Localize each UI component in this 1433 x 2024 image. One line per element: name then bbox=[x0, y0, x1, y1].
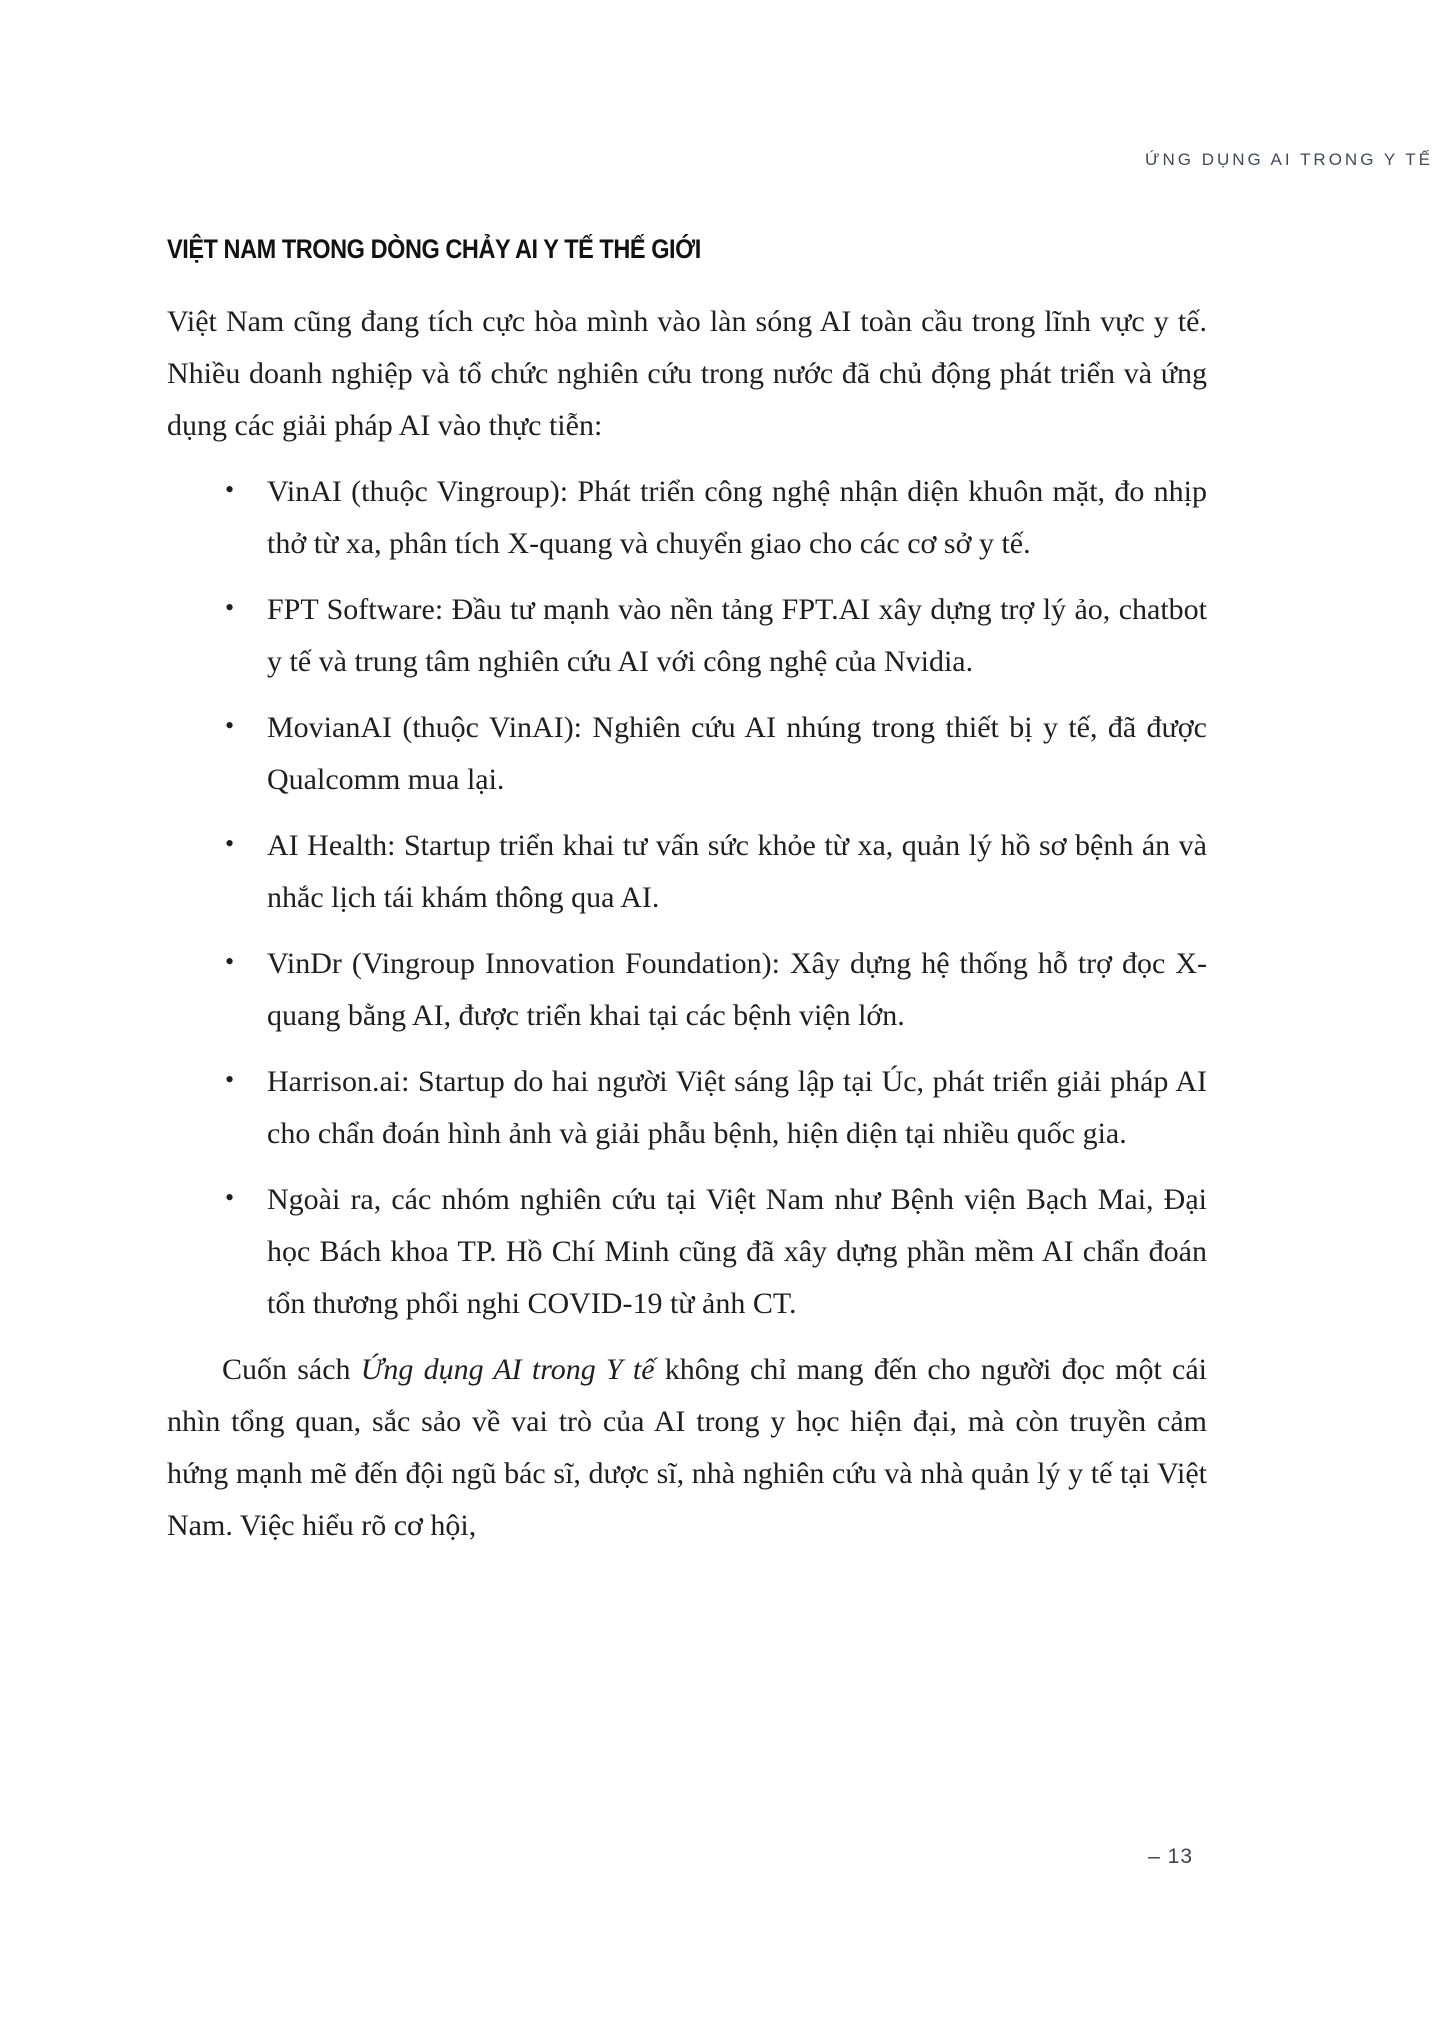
bullet-marker: • bbox=[225, 1065, 235, 1094]
list-item-text: MovianAI (thuộc VinAI): Nghiên cứu AI nhúng trong thiết bị y tế, đã được Qualcomm mua lại. bbox=[267, 711, 1207, 796]
closing-text-after: không chỉ mang đến cho người đọc một cái nhìn tổng quan, sắc sảo về vai trò của AI trong y học hiện đại, mà còn truyền cảm hứng mạnh mẽ đến đội ngũ bác sĩ, dược sĩ, nhà nghiên cứu và nhà quản lý y tế tại Việt Nam. Việc hiểu rõ cơ hội, bbox=[167, 1353, 1207, 1542]
bullet-marker: • bbox=[225, 593, 235, 622]
bullet-marker: • bbox=[225, 711, 235, 740]
list-item bbox=[167, 702, 1207, 806]
list-item bbox=[167, 938, 1207, 1042]
intro-paragraph: Việt Nam cũng đang tích cực hòa mình vào làn sóng AI toàn cầu trong lĩnh vực y tế. Nhiều doanh nghiệp và tổ chức nghiên cứu trong nước đã chủ động phát triển và ứng dụng các giải pháp AI vào thực tiễn: bbox=[167, 305, 1207, 442]
closing-text-before: Cuốn sách bbox=[222, 1353, 361, 1386]
bullet-marker: • bbox=[225, 829, 235, 858]
running-header: ỨNG DỤNG AI TRONG Y TẾ bbox=[1144, 150, 1433, 169]
page-number: – 13 bbox=[1148, 1845, 1193, 1868]
bullet-list bbox=[167, 466, 1207, 1330]
book-title: Ứng dụng AI trong Y tế bbox=[360, 1353, 655, 1386]
list-item-text: Harrison.ai: Startup do hai người Việt sáng lập tại Úc, phát triển giải pháp AI cho chẩn đoán hình ảnh và giải phẫu bệnh, hiện diện tại nhiều quốc gia. bbox=[267, 1065, 1207, 1150]
bullet-marker: • bbox=[225, 475, 235, 504]
bullet-marker: • bbox=[225, 947, 235, 976]
list-item bbox=[167, 584, 1207, 688]
section-heading: VIỆT NAM TRONG DÒNG CHẢY AI Y TẾ THẾ GIỚI bbox=[167, 234, 701, 264]
list-item bbox=[167, 1056, 1207, 1160]
bullet-marker: • bbox=[225, 1183, 235, 1212]
list-item-text: FPT Software: Đầu tư mạnh vào nền tảng FPT.AI xây dựng trợ lý ảo, chatbot y tế và trung tâm nghiên cứu AI với công nghệ của Nvidia. bbox=[267, 593, 1207, 678]
list-item bbox=[167, 466, 1207, 570]
list-item bbox=[167, 1174, 1207, 1330]
list-item bbox=[167, 820, 1207, 924]
list-item-text: VinDr (Vingroup Innovation Foundation): Xây dựng hệ thống hỗ trợ đọc X-quang bằng AI, được triển khai tại các bệnh viện lớn. bbox=[267, 947, 1207, 1032]
list-item-text: VinAI (thuộc Vingroup): Phát triển công nghệ nhận diện khuôn mặt, đo nhịp thở từ xa, phân tích X-quang và chuyển giao cho các cơ sở y tế. bbox=[267, 475, 1207, 560]
list-item-text: AI Health: Startup triển khai tư vấn sức khỏe từ xa, quản lý hồ sơ bệnh án và nhắc lịch tái khám thông qua AI. bbox=[267, 829, 1207, 914]
closing-paragraph bbox=[167, 1344, 1207, 1552]
list-item-text: Ngoài ra, các nhóm nghiên cứu tại Việt Nam như Bệnh viện Bạch Mai, Đại học Bách khoa TP. Hồ Chí Minh cũng đã xây dựng phần mềm AI chẩn đoán tổn thương phổi nghi COVID-19 từ ảnh CT. bbox=[267, 1183, 1207, 1320]
text-flow bbox=[167, 296, 1207, 1552]
